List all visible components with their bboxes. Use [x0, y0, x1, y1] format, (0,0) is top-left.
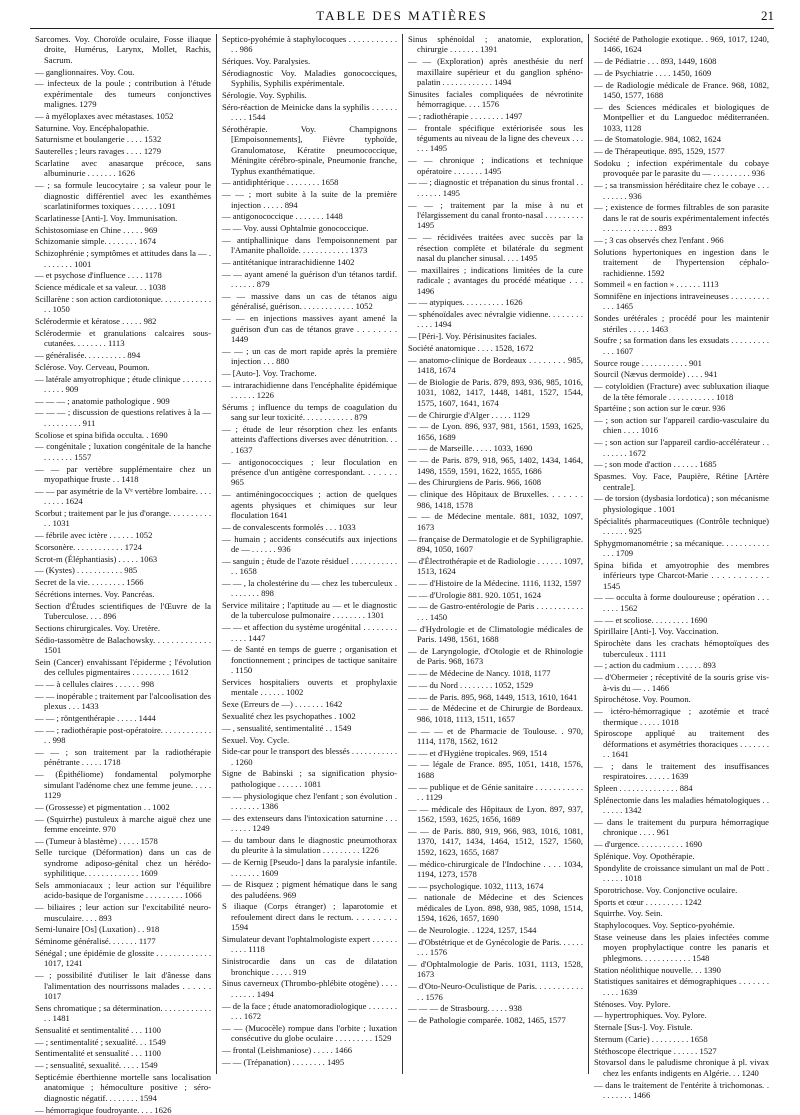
- index-entry: — de Chirurgie d'Alger . . . . . 1129: [408, 409, 530, 420]
- index-entry: — — ; son traitement par la radiothérapie pénétrante . . . . . 1718: [35, 747, 211, 768]
- index-entry: Stovarsol dans le paludisme chronique à pl. vivax chez les enfants indigents en Algérie. . . 1240: [594, 1057, 769, 1078]
- index-entry: — ; sentimentalité ; sexualité. . . 1549: [35, 1036, 166, 1047]
- index-entry: Société de Pathologie exotique. . 969, 1017, 1240, 1466, 1624: [594, 34, 769, 55]
- index-entry: — — de Médecine mentale. 881, 1032, 1097, 1673: [408, 511, 583, 532]
- index-entry: — — ayant amené la guérison d'un tétanos tardif. . . . . . . 879: [222, 268, 397, 290]
- index-entry: Signe de Babinski ; sa signification physio-pathologique . . . . . . 1081: [222, 768, 397, 789]
- index-entry: Sondes urétérales ; procédé pour les maintenir stériles . . . . . 1463: [594, 313, 769, 334]
- index-entry: — clinique des Hôpitaux de Bruxelles. . . . . . . 986, 1418, 1578: [408, 489, 583, 510]
- index-entry: Sexe (Erreurs de —) . . . . . . . 1642: [222, 699, 343, 710]
- index-entry: — du tambour dans le diagnostic pneumothorax du pleurite à la simulation . . . . . . . . . 1226: [222, 834, 397, 856]
- index-entry: — intrarachidienne dans l'encéphalite épidémique . . . . . . 1226: [222, 379, 397, 401]
- index-entry: — d'Hydrologie et de Climatologie médicales de Paris. 1498, 1561, 1688: [408, 623, 583, 645]
- index-page: [30, 0, 774, 1115]
- index-entry: Somnifène en injections intraveineuses . . . . . . . . . . . . 1465: [594, 291, 769, 312]
- index-entry: Station néolithique nouvelle. . . 1390: [594, 964, 721, 975]
- index-entry: Séminome généralisé. . . . . . . 1177: [35, 936, 156, 947]
- index-entry: Squirrhe. Voy. Sein.: [594, 908, 663, 919]
- index-entry: Staphylocoques. Voy. Septico-pyohémie.: [594, 920, 735, 931]
- index-entry: — — par asymétrie de la Vᵉ vertèbre lombaire. . . . . . . . . 1624: [35, 485, 211, 507]
- index-entry: — anatomo-clinique de Bordeaux . . . . . . . . 985, 1418, 1674: [408, 354, 583, 376]
- index-entry: Source rouge . . . . . . . . . . . 901: [594, 357, 702, 368]
- index-entry: — — inopérable ; traitement par l'alcoolisation des plexus . . . 1433: [35, 690, 211, 712]
- index-entry: Sentimentalité et sensualité . . . 1100: [35, 1048, 161, 1059]
- index-entry: — (Tumeur à blastème) . . . . . 1578: [35, 835, 158, 846]
- index-entry: — — en injections massives ayant amené la guérison d'un cas de tétanos grave . . . . . . . . 1449: [222, 313, 397, 345]
- index-entry: — — ; radiothérapie post-opératoire. . . . . . . . . . . . . . 998: [35, 724, 211, 746]
- index-entry: — latérale amyotrophique ; étude clinique . . . . . . . . . . . . 909: [35, 373, 211, 394]
- index-entry: Sarcomes. Voy. Choroïde oculaire, Fosse iliaque droite, Humérus, Larynx, Mollet, Rachis, Sacrum.: [35, 34, 211, 65]
- index-entry: Spleen . . . . . . . . . . . . . . 884: [594, 783, 693, 794]
- index-entry: — infecteux de la poule ; contribution à l'étude expérimentale des tumeurs conjonctives malignes. 1279: [35, 78, 211, 110]
- index-entry: Sphygmomanométrie ; sa mécanique. . . . . . . . . . . . . . 1709: [594, 537, 769, 559]
- index-entry: — — Voy. aussi Ophtalmie gonococcique.: [222, 223, 369, 234]
- index-entry: Sensualité et sentimentalité . . . 1100: [35, 1024, 161, 1035]
- index-entry: Spirillaire [Anti-]. Voy. Vaccination.: [594, 626, 719, 637]
- index-entry: — [Auto-]. Voy. Trachome.: [222, 367, 317, 378]
- index-entry: — d'Ophtalmologie de Paris. 1031, 1113, 1528, 1673: [408, 959, 583, 980]
- index-entry: Sommeil « en faction » . . . . . . 1113: [594, 279, 719, 290]
- index-entry: Secret de la vie. . . . . . . . . 1566: [35, 577, 144, 588]
- index-entry: — dans le traitement du purpura hémorragique chronique . . . . 961: [594, 816, 769, 838]
- index-entry: Stase veineuse dans les plaies infectées comme moyen prophylactique contre les panaris et phlegmons. . . . . . . . . . . . 1548: [594, 932, 769, 963]
- index-entry: Scrot-m (Éléphantiasis) . . . . . 1063: [35, 553, 158, 564]
- index-entry: Sérodiagnostic Voy. Maladies gonococciques, Syphilis, Syphilis expérimentale.: [222, 67, 397, 89]
- index-column-3: [402, 34, 588, 1074]
- index-entry: — d'urgence. . . . . . . . . . . 1690: [594, 839, 703, 850]
- index-entry: Scoliose et spina bifida occulta. . 1690: [35, 429, 168, 440]
- index-entry: — — physiologique chez l'enfant ; son évolution . . . . . . . . 1386: [222, 790, 397, 812]
- index-entry: Stéthoscope électrique . . . . . . 1527: [594, 1045, 717, 1056]
- index-entry: Spasmes. Voy. Face, Paupière, Rétine [Artère centrale].: [594, 471, 769, 492]
- index-entry: Sinus caverneux (Thrombo-phlébite otogène) . . . . . . . . . . 1494: [222, 978, 397, 999]
- index-entry: Section d'Études scientifiques de l'Œuvre de la Tuberculose. . . . 896: [35, 600, 211, 622]
- index-entry: Sein (Cancer) envahissant l'épiderme ; l'évolution des cellules pigmentaires . . . . . . . . . 1612: [35, 656, 211, 678]
- index-entry: Sinus sphénoïdal ; anatomie, exploration, chirurgie . . . . . . . 1391: [408, 34, 583, 55]
- index-entry: Sénégal ; une épidémie de glossite . . . . . . . . . . . . . 1017, 1241: [35, 947, 211, 969]
- index-entry: — — de Paris. 879, 918, 965, 1402, 1434, 1464, 1498, 1559, 1591, 1622, 1655, 1686: [408, 455, 583, 476]
- index-entry: Selle turcique (Déformation) dans un cas de syndrome adiposo-génital chez un hérédo-syphilitique. . . . . . . . . . . . . 1609: [35, 847, 211, 879]
- index-entry: — ; action du cadmium . . . . . . 893: [594, 660, 716, 671]
- index-entry: Semi-lunaire [Os] (Luxation) . . 918: [35, 924, 160, 935]
- index-entry: — ganglionnaires. Voy. Cou.: [35, 66, 135, 77]
- index-entry: — frontale spécifique extériorisée sous les téguments au niveau de la ligne des cheveux . . . . . . 1495: [408, 122, 583, 154]
- index-entry: Sinusites faciales compliquées de névrotinite hémorragique. . . . 1576: [408, 88, 583, 110]
- index-entry: — d'Électrothérapie et de Radiologie . . . . . . 1097, 1513, 1624: [408, 555, 583, 577]
- index-entry: — de torsion (dysbasia lordotica) ; son mécanisme physiologique . 1001: [594, 493, 769, 514]
- index-entry: Sinistrocardie dans un cas de dilatation bronchique . . . . . 919: [222, 956, 397, 977]
- index-entry: — — du Nord . . . . . . . . 1052, 1529: [408, 679, 534, 690]
- index-entry: — et psychose d'influence . . . . 1178: [35, 270, 162, 281]
- index-entry: — — psychologique. 1032, 1113, 1674: [408, 880, 544, 891]
- index-entry: Scillarène : son action cardiotonique. . . . . . . . . . . . . . 1050: [35, 293, 211, 315]
- index-entry: Sténoses. Voy. Pylore.: [594, 998, 671, 1009]
- index-entry: Sécrétions internes. Voy. Pancréas.: [35, 589, 155, 600]
- index-entry: — de Laryngologie, d'Otologie et de Rhinologie de Paris. 968, 1673: [408, 645, 583, 667]
- index-column-1: [30, 34, 216, 1115]
- index-entry: Société anatomique . . . . 1528, 1672: [408, 343, 534, 354]
- index-entry: — (Kystes) . . . . . . . . . . . 985: [35, 565, 138, 576]
- index-entry: — antidiphtérique . . . . . . . . 1658: [222, 177, 339, 188]
- index-entry: Spina bifida et amyotrophie des membres inférieurs type Charcot-Marie . . . . . . . . . . . 1545: [594, 559, 769, 591]
- index-entry: Sclérodermie et granulations calcaires sous-cutanées. . . . . . . . 1113: [35, 327, 211, 349]
- index-entry: — sphénoïdales avec névralgie vidienne. . . . . . . . . . . . 1494: [408, 309, 583, 330]
- index-entry: Sexuel. Voy. Cycle.: [222, 734, 290, 745]
- index-entry: — — de Médecine de Nancy. 1018, 1177: [408, 667, 551, 678]
- index-entry: S iliaque (Corps étranger) ; laparotomie et refoulement direct dans le rectum. . . . . . . . . 1594: [222, 901, 397, 933]
- index-entry: — — de Lyon. 896, 937, 981, 1561, 1593, 1625, 1656, 1689: [408, 421, 583, 442]
- index-entry: — de Radiologie médicale de France. 968, 1082, 1450, 1577, 1688: [594, 79, 769, 101]
- index-entry: Splénique. Voy. Opothérapie.: [594, 850, 695, 861]
- index-entry: Sédio-tassomètre de Balachowsky. . . . . . . . . . . . . 1501: [35, 634, 211, 656]
- index-entry: — hypertrophiques. Voy. Pylore.: [594, 1010, 707, 1021]
- index-entry: — [Péri-]. Voy. Périsinusites faciales.: [408, 331, 537, 342]
- index-entry: — — chronique ; indications et technique opératoire . . . . . . . 1495: [408, 155, 583, 176]
- index-entry: — des extenseurs dans l'intoxication saturnine . . . . . . . . 1249: [222, 812, 397, 834]
- index-entry: — ; existence de formes filtrables de son parasite dans le rat de souris expérimentalement infectés . . . . . . . . . . . . . 893: [594, 202, 769, 234]
- index-entry: Services hospitaliers ouverts et prophylaxie mentale . . . . . . 1002: [222, 676, 397, 698]
- index-entry: — ; son action sur l'appareil cardio-accélérateur . . . . . . . . 1672: [594, 437, 769, 458]
- index-entry: Service militaire ; l'aptitude au — et le diagnostic de la tuberculose pulmonaire . . . . . . . . 1301: [222, 600, 397, 621]
- index-entry: Spécialités pharmaceutiques (Contrôle technique) . . . . . . 925: [594, 515, 769, 536]
- index-entry: Statistiques sanitaires et démographiques . . . . . . . . . . . 1639: [594, 976, 769, 997]
- index-entry: Sérothérapie. Voy. Champignons [Empoisonnements], Fièvre typhoïde, Granulomatose, Kératite pneumococcique, Méningite cérébro-spinale, Pneumonie franche, Typhus exanthématique.: [222, 124, 397, 176]
- index-entry: — antiphallinique dans l'empoisonnement par l'Amanite phalloïde. . . . . . . . . . . . 1373: [222, 234, 397, 256]
- index-entry: Septicémie éberthienne mortelle sans localisation anatomique ; hémoculture positive ; séro-diagnostic négatif. . . . . . . . 1594: [35, 1071, 211, 1103]
- index-entry: — — et d'Hygiène tropicales. 969, 1514: [408, 747, 548, 758]
- index-entry: — fébrile avec ictère . . . . . . 1052: [35, 530, 153, 541]
- index-entry: — nationale de Médecine et des Sciences médicales de Lyon. 898, 938, 985, 1098, 1514, 1594, 1626, 1657, 1690: [408, 892, 583, 924]
- index-entry: Sens chromatique ; sa détermination. . . . . . . . . . . . . . 1481: [35, 1002, 211, 1024]
- index-entry: — de Psychiatrie . . . . 1450, 1609: [594, 67, 712, 78]
- index-entry: Sternale [Sus-]. Voy. Fistule.: [594, 1022, 693, 1033]
- index-entry: — de Thérapeutique. 895, 1529, 1577: [594, 146, 725, 157]
- index-entry: Scarlatine avec anasarque précoce, sans albuminurie . . . . . . . 1626: [35, 158, 211, 179]
- index-entry: — sanguin ; étude de l'azote résiduel . . . . . . . . . . . . . 1658: [222, 555, 397, 577]
- index-entry: — (Squirrhe) pustuleux à marche aiguë chez une femme enceinte. 970: [35, 813, 211, 834]
- index-entry: — — — ; anatomie pathologique . 909: [35, 395, 170, 406]
- index-entry: — ; son mode d'action . . . . . . 1685: [594, 459, 717, 470]
- index-entry: — de Risquez ; pigment hématique dans le sang des paludéens. 969: [222, 879, 397, 900]
- index-entry: Sériques. Voy. Paralysies.: [222, 56, 311, 67]
- index-entry: Sports et cœur . . . . . . . . . 1242: [594, 896, 702, 907]
- index-entry: Sourcil (Nævus dermoïde) . . . . 941: [594, 369, 718, 380]
- index-entry: — antigonococciques ; leur floculation en présence d'un antigène correspondant. . . . . . . 965: [222, 456, 397, 488]
- index-entry: Science médicale et sa valeur. . . 1038: [35, 282, 166, 293]
- index-entry: — , sensualité, sentimentalité . . 1549: [222, 722, 352, 733]
- index-entry: Sclérodermie et kératose . . . . . 982: [35, 316, 157, 327]
- index-entry: — d'Obstétrique et de Gynécologie de Paris. . . . . . . . . 1576: [408, 936, 583, 958]
- index-entry: — ; sensualité, sexualité. . . . . 1549: [35, 1060, 158, 1071]
- index-entry: — française de Dermatologie et de Syphiligraphie. 894, 1050, 1607: [408, 533, 583, 554]
- index-entry: — frontal (Leishmaniose) . . . . . 1466: [222, 1044, 353, 1055]
- index-entry: — — de Médecine et de Chirurgie de Bordeaux. 986, 1018, 1113, 1511, 1657: [408, 703, 583, 724]
- index-entry: Solutions hypertoniques en ingestion dans le traitement de l'hypertension céphalo-rachidienne. 1592: [594, 246, 769, 278]
- index-entry: — à myéloplaxes avec métastases. 1052: [35, 110, 174, 121]
- index-entry: — — ; diagnostic et trépanation du sinus frontal . . . . . . . . 1495: [408, 177, 583, 198]
- index-entry: — cotyloïdien (Fracture) avec subluxation iliaque de la tête fémorale . . . . . . . . . . . 1018: [594, 381, 769, 402]
- index-entry: — — occulta à forme douloureuse ; opération . . . . . . . 1562: [594, 592, 769, 613]
- index-entry: — humain ; accidents consécutifs aux injections de — . . . . . . 936: [222, 533, 397, 554]
- index-entry: — — médicale des Hôpitaux de Lyon. 897, 937, 1562, 1593, 1625, 1656, 1689: [408, 803, 583, 825]
- index-entry: — d'Obermeier ; réceptivité de la souris grise vis-à-vis du — . . 1466: [594, 672, 769, 693]
- index-entry: — — de Marseille. . . . . 1033, 1690: [408, 443, 533, 454]
- index-entry: — des Chirurgiens de Paris. 966, 1608: [408, 477, 542, 488]
- index-entry: — — et affection du système urogénital . . . . . . . . . . . . 1447: [222, 622, 397, 643]
- index-entry: — ; radiothérapie . . . . . . . . 1497: [408, 110, 523, 121]
- index-entry: — — de Paris. 880, 919, 966, 983, 1016, 1081, 1370, 1417, 1434, 1464, 1512, 1527, 1560, 1592, 1623, 1655, 1687: [408, 825, 583, 857]
- index-entry: Séro-réaction de Meinicke dans la syphilis . . . . . . . . . . 1544: [222, 101, 397, 123]
- index-entry: — — récidivées traitées avec succès par la résection complète et bilatérale du segment nasal du plancher sinusal. . . . 1495: [408, 232, 583, 263]
- index-entry: — — (Exploration) après anesthésie du nerf maxillaire supérieur et du ganglion sphéno-palatin . . . . . . . . . . . . 1494: [408, 56, 583, 87]
- index-entry: Spartéine ; son action sur le cœur. 936: [594, 403, 726, 414]
- index-entry: — ; son action sur l'appareil cardio-vasculaire du chien . . . . 1016: [594, 415, 769, 436]
- index-entry: Sporotrichose. Voy. Conjonctive oculaire.: [594, 884, 738, 895]
- index-entry: — congénitale ; luxation congénitale de la hanche . . . . . . . 1557: [35, 441, 211, 462]
- index-entry: Septico-pyohémie à staphylocoques . . . . . . . . . . . . . 986: [222, 34, 397, 55]
- index-entry: — antiméningococciques ; action de quelques agents physiques et chimiques sur leur floculation 1641: [222, 489, 397, 520]
- index-entry: Spirochétose. Voy. Poumon.: [594, 694, 691, 705]
- index-entry: — maxillaires ; indications limitées de la cure radicale ; avantages du procédé méatique . . . 1496: [408, 264, 583, 296]
- index-entry: Splénectomie dans les maladies hématologiques . . . . . . . 1342: [594, 794, 769, 816]
- index-entry: — — ; mort subite à la suite de la première injection . . . . . 894: [222, 189, 397, 210]
- index-entry: Spiroscope appliqué au traitement des déformations et asymétries thoraciques . . . . . . . . . 1641: [594, 728, 769, 760]
- index-entry: — ; 3 cas observés chez l'enfant . 966: [594, 234, 724, 245]
- index-entry: Spondylite de croissance simulant un mal de Pott . . . . . . 1018: [594, 862, 769, 884]
- index-entry: — de Pathologie comparée. 1082, 1465, 1577: [408, 1015, 566, 1026]
- index-entry: — — — et de Pharmacie de Toulouse. . 970, 1114, 1178, 1562, 1612: [408, 725, 583, 746]
- index-entry: — ; dans le traitement des insuffisances respiratoires. . . . . . 1639: [594, 760, 769, 782]
- index-entry: Scorbut ; traitement par le jus d'orange. . . . . . . . . . . . 1031: [35, 507, 211, 529]
- index-entry: — — de Paris. 895, 968, 1449, 1513, 1610, 1641: [408, 691, 578, 702]
- index-entry: — — (Mucocèle) rompue dans l'orbite ; luxation consécutive du globe oculaire . . . . . . . . . 1529: [222, 1022, 397, 1044]
- index-entry: — de Santé en temps de guerre ; organisation et fonctionnement ; principes de tactique sanitaire . 1150: [222, 644, 397, 676]
- index-entry: — d'Oto-Neuro-Oculistique de Paris. . . . . . . . . . . . . 1576: [408, 981, 583, 1002]
- index-entry: Sérums ; influence du temps de coagulation du sang sur leur toxicité. . . . . . . . . . . . 879: [222, 401, 397, 423]
- index-entry: Saturnisme et boulangerie . . . . 1532: [35, 134, 162, 145]
- index-entry: — de Biologie de Paris. 879, 893, 936, 985, 1016, 1031, 1082, 1417, 1448, 1481, 1527, 1544, 1575, 1607, 1641, 1674: [408, 376, 583, 408]
- index-entry: — de convalescents formolés . . . 1033: [222, 521, 356, 532]
- index-entry: — — ; un cas de mort rapide après la première injection . . . 880: [222, 345, 397, 367]
- index-entry: Side-car pour le transport des blessés . . . . . . . . . . . . 1260: [222, 746, 397, 767]
- running-title: TABLE DES MATIÈRES: [316, 8, 488, 23]
- index-entry: — biliaires ; leur action sur l'excitabilité neuro-musculaire. . . . 893: [35, 902, 211, 923]
- index-entry: Scarlatinesse [Anti-]. Voy. Immunisation.: [35, 212, 178, 223]
- index-entry: — — — ; discussion de questions relatives à la — . . . . . . . . . 911: [35, 407, 211, 428]
- index-entry: — ; sa transmission héréditaire chez le cobaye . . . . . . . . . 936: [594, 180, 769, 201]
- index-entry: — — à cellules claires . . . . . . 998: [35, 679, 155, 690]
- index-entry: — ; étude de leur résorption chez les enfants atteints d'affections diverses avec dénutrition. . . . 1637: [222, 424, 397, 455]
- index-columns: [30, 34, 774, 1115]
- index-entry: — antigonococcique . . . . . . . 1448: [222, 211, 343, 222]
- index-entry: — — légale de France. 895, 1051, 1418, 1576, 1688: [408, 759, 583, 780]
- index-entry: Soufre ; sa formation dans les exsudats . . . . . . . . . . . . 1607: [594, 335, 769, 356]
- index-entry: Schistosomiase en Chine . . . . . 969: [35, 224, 158, 235]
- index-entry: — — d'Urologie 881. 920. 1051, 1624: [408, 589, 542, 600]
- index-entry: — — — de Strasbourg. . . . . 938: [408, 1003, 522, 1014]
- index-entry: — — ; röntgenthérapie . . . . . 1444: [35, 713, 156, 724]
- index-entry: Scorsonère. . . . . . . . . . . . 1724: [35, 541, 142, 552]
- index-entry: — — d'Histoire de la Médecine. 1116, 1132, 1597: [408, 577, 582, 588]
- index-entry: — hémorragique foudroyante. . . . 1626: [35, 1104, 172, 1115]
- index-entry: Spirochète dans les crachats hémoptoïques des tuberculeux . 1111: [594, 638, 769, 659]
- index-entry: Sexualité chez les psychopathes . 1002: [222, 710, 356, 721]
- index-entry: — ; sa formule leucocytaire ; sa valeur pour le diagnostic différentiel avec les exanthèmes scarlatiniformes toxiques . . . . . . 1091: [35, 180, 211, 211]
- index-entry: — des Sciences médicales et biologiques de Montpellier et du Languedoc méditerranéen. 1033, 1128: [594, 101, 769, 133]
- index-entry: — antitétanique intrarachidienne 1402: [222, 257, 355, 268]
- index-entry: Sodoku ; infection expérimentale du cobaye provoquée par le parasite du — . . . . . . . . . 936: [594, 158, 769, 179]
- index-entry: — — atypiques. . . . . . . . . . 1626: [408, 297, 523, 308]
- index-entry: Simulateur devant l'ophtalmologiste expert . . . . . . . . . . 1118: [222, 934, 397, 955]
- index-entry: Sérologie. Voy. Syphilis.: [222, 90, 307, 101]
- index-entry: — — (Trépanation) . . . . . . . . 1495: [222, 1056, 345, 1067]
- index-entry: Sclérose. Voy. Cerveau, Poumon.: [35, 361, 150, 372]
- index-entry: — médico-chirurgicale de l'Indochine . . . . 1034, 1194, 1273, 1578: [408, 858, 583, 879]
- index-entry: — — publique et de Génie sanitaire . . . . . . . . . . . . . 1129: [408, 781, 583, 803]
- index-entry: — ; possibilité d'utiliser le lait d'ânesse dans l'alimentation des nourrissons malades . . . . . . 1017: [35, 970, 211, 1001]
- index-entry: Sels ammoniacaux ; leur action sur l'équilibre acido-basique de l'organisme . . . . . . . . . 1066: [35, 880, 211, 901]
- index-entry: — dans le traitement de l'entérite à trichomonas. . . . . . . . . 1466: [594, 1079, 769, 1100]
- index-entry: Schizomanie simple. . . . . . . . 1674: [35, 236, 157, 247]
- index-entry: — — massive dans un cas de tétanos aigu généralisé, guérison. . . . . . . . . . . . . 1052: [222, 291, 397, 312]
- index-entry: — — ; traitement par la mise à nu et l'élargissement du canal fronto-nasal . . . . . . . . . 1495: [408, 199, 583, 231]
- index-entry: — de Kernig [Pseudo-] dans la paralysie infantile. . . . . . . . 1609: [222, 857, 397, 878]
- page-header: [30, 6, 774, 29]
- index-column-2: [216, 34, 402, 1074]
- index-column-4: [588, 34, 774, 1100]
- index-entry: — (Épithéliome) fondamental polymorphe simulant l'adénome chez une femme jeune. . . . . 1129: [35, 769, 211, 800]
- index-entry: — — et scoliose. . . . . . . . . 1690: [594, 614, 708, 625]
- index-entry: — de Neurologie. . 1224, 1257, 1544: [408, 925, 537, 936]
- index-entry: — généralisée. . . . . . . . . . 894: [35, 349, 141, 360]
- index-entry: — ictéro-hémorragique ; azotémie et tracé thermique . . . . . 1018: [594, 706, 769, 727]
- index-entry: — — de Gastro-entérologie de Paris . . . . . . . . . . . . . . 1450: [408, 601, 583, 622]
- page-number: 21: [761, 8, 774, 23]
- index-entry: Saturnine. Voy. Encéphalopathie.: [35, 122, 149, 133]
- index-entry: — — par vertèbre supplémentaire chez un myopathique fruste . . 1418: [35, 463, 211, 484]
- index-entry: Schizophrénie ; symptômes et attitudes dans la — . . . . . . . . 1001: [35, 248, 211, 269]
- index-entry: Sections chirurgicales. Voy. Uretère.: [35, 622, 160, 633]
- index-entry: Sauterelles ; leurs ravages . . . . 1279: [35, 146, 162, 157]
- index-entry: — de Pédiatrie . . . 893, 1449, 1608: [594, 56, 717, 67]
- index-entry: — de Stomatologie. 984, 1082, 1624: [594, 134, 721, 145]
- index-entry: — — , la cholestérine du — chez les tuberculeux . . . . . . . . 898: [222, 577, 397, 599]
- index-entry: — (Grossesse) et pigmentation . . 1002: [35, 801, 170, 812]
- index-entry: Sternum (Carie) . . . . . . . . . 1658: [594, 1033, 708, 1044]
- index-entry: — de la face ; étude anatomoradiologique . . . . . . . . . . 1672: [222, 1000, 397, 1021]
